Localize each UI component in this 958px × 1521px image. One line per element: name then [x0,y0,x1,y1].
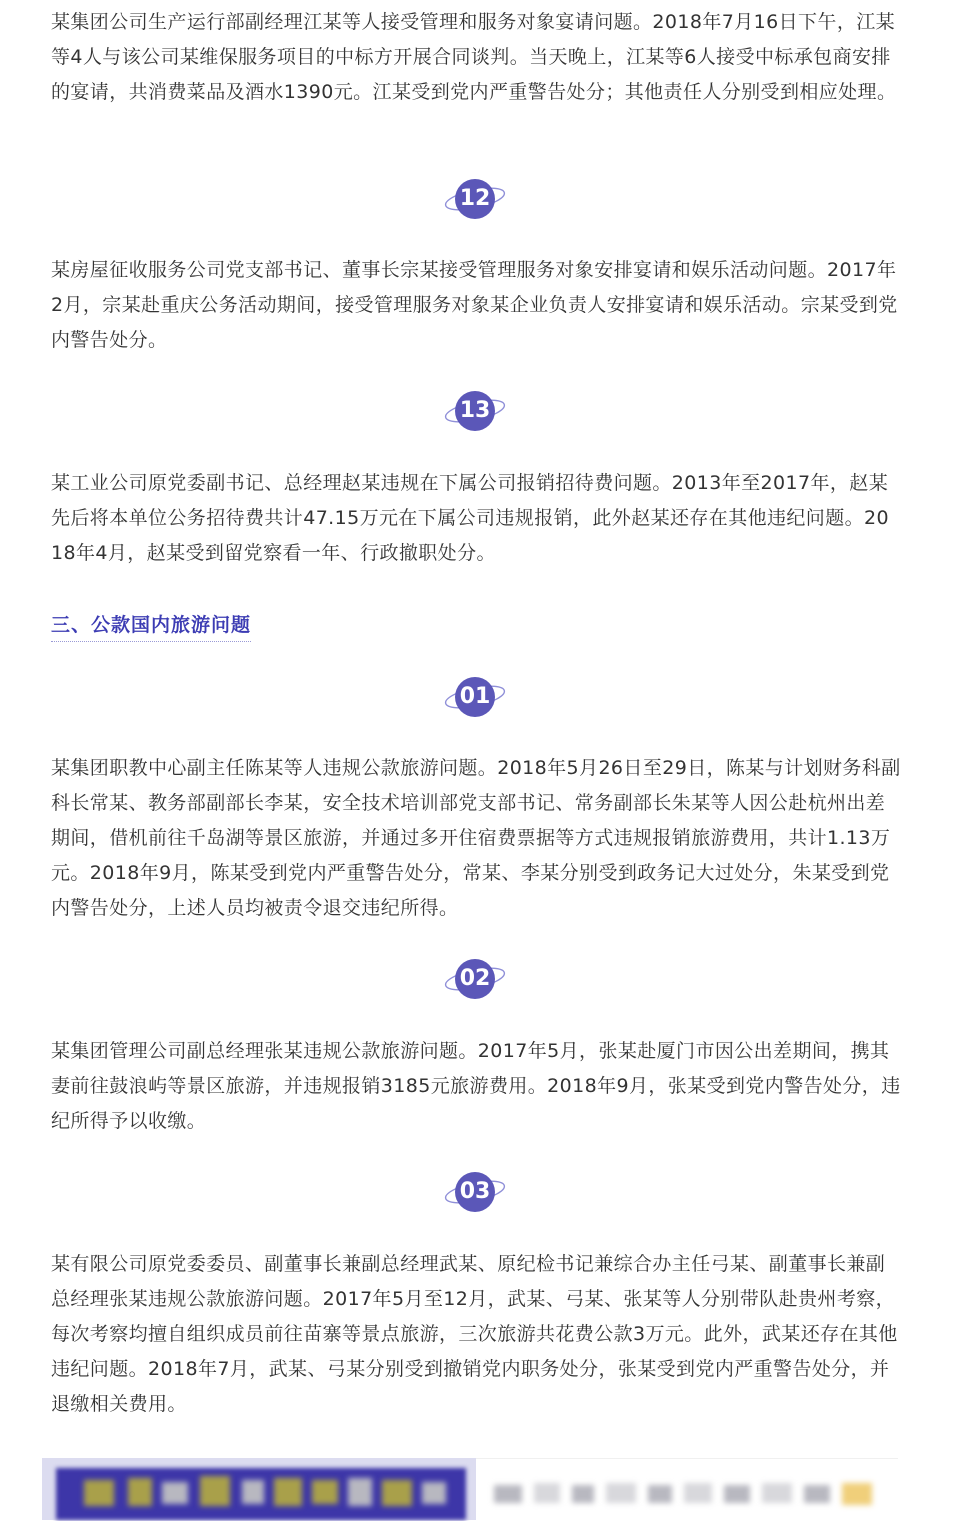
case-number-badge [443,675,507,719]
case-paragraph-03: 某有限公司原党委委员、副董事长兼副总经理武某、原纪检书记兼综合办主任弓某、副董事长兼副总经理张某违规公款旅游问题。2017年5月至12月，武某、弓某、张某等人分别带队赴贵州考察，每次考察均擅自组织成员前往苗寨等景点旅游，三次旅游共花费公款3万元。此外，武某还存在其他违纪问题。2018年7月，武某、弓某分别受到撤销党内职务处分，张某受到党内严重警告处分，并退缴相关费用。 [51,1253,898,1415]
blurred-banner-left [42,1458,476,1520]
blurred-footer-banner [42,1458,898,1520]
case-paragraph-13: 某工业公司原党委副书记、总经理赵某违规在下属公司报销招待费问题。2013年至2017年，赵某先后将本单位公务招待费共计47.15万元在下属公司违规报销，此外赵某还存在其他违纪问题。2018年4月，赵某受到留党察看一年、行政撤职处分。 [51,472,889,564]
case-number-badge [443,389,507,433]
section-heading: 三、公款国内旅游问题 [51,611,251,642]
badge-number: 01 [459,684,491,709]
case-number-badge [443,1170,507,1214]
badge-number: 03 [459,1179,491,1204]
case-number-badge [443,177,507,221]
case-paragraph-12: 某房屋征收服务公司党支部书记、董事长宗某接受管理服务对象安排宴请和娱乐活动问题。2017年2月，宗某赴重庆公务活动期间，接受管理服务对象某企业负责人安排宴请和娱乐活动。宗某受到党内警告处分。 [51,259,898,351]
blurred-banner-right [476,1458,898,1521]
badge-number: 12 [459,186,491,211]
case-paragraph-11: 某集团公司生产运行部副经理江某等人接受管理和服务对象宴请问题。2018年7月16日下午，江某等4人与该公司某维保服务项目的中标方开展合同谈判。当天晚上，江某等6人接受中标承包商安排的宴请，共消费菜品及酒水1390元。江某受到党内严重警告处分；其他责任人分别受到相应处理。 [51,11,897,103]
case-number-badge [443,957,507,1001]
case-paragraph-01: 某集团职教中心副主任陈某等人违规公款旅游问题。2018年5月26日至29日，陈某与计划财务科副科长常某、教务部副部长李某，安全技术培训部党支部书记、常务副部长朱某等人因公赴杭州出差期间，借机前往千岛湖等景区旅游，并通过多开住宿费票据等方式违规报销旅游费用，共计1.13万元。2018年9月，陈某受到党内严重警告处分，常某、李某分别受到政务记大过处分，朱某受到党内警告处分，上述人员均被责令退交违纪所得。 [51,757,901,919]
case-paragraph-02: 某集团管理公司副总经理张某违规公款旅游问题。2017年5月，张某赴厦门市因公出差期间，携其妻前往鼓浪屿等景区旅游，并违规报销3185元旅游费用。2018年9月，张某受到党内警告处分，违纪所得予以收缴。 [51,1040,901,1132]
badge-number: 13 [459,398,491,423]
badge-number: 02 [459,966,491,991]
